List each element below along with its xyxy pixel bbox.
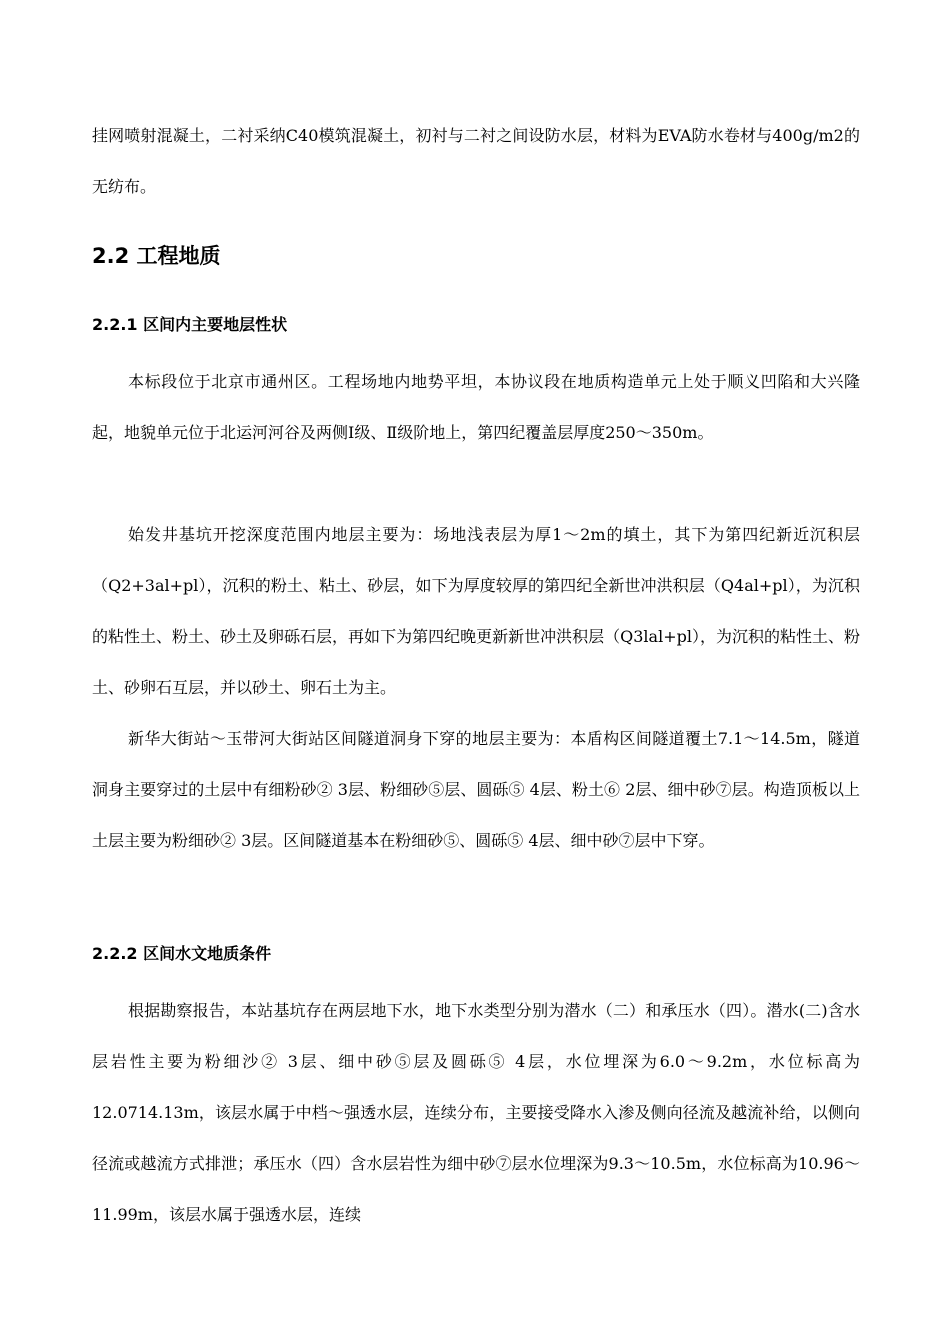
section-heading-2-2: 2.2 工程地质 (92, 244, 221, 268)
continuation-paragraph: 挂网喷射混凝土，二衬采纳C40模筑混凝土，初衬与二衬之间设防水层，材料为EVA防水卷材与400g/m2的无纺布。 (92, 126, 860, 196)
paragraph-tunnel-strata: 新华大街站～玉带河大街站区间隧道洞身下穿的地层主要为：本盾构区间隧道覆土7.1～14.5m，隧道洞身主要穿过的土层中有细粉砂② 3层、粉细砂⑤层、圆砾⑤ 4层、粉土⑥ 2层、细中砂⑦层。构造顶板以上土层主要为粉细砂② 3层。区间隧道基本在粉细砂⑤、圆砾⑤ 4层、细中砂⑦层中下穿。 (92, 729, 860, 850)
paragraph-stratum-location: 本标段位于北京市通州区。工程场地内地势平坦，本协议段在地质构造单元上处于顺义凹陷和大兴隆起，地貌单元位于北运河河谷及两侧Ⅰ级、Ⅱ级阶地上，第四纪覆盖层厚度250～350m。 (92, 372, 860, 442)
paragraph-shaft-strata: 始发井基坑开挖深度范围内地层主要为：场地浅表层为厚1～2m的填土，其下为第四纪新近沉积层（Q2+3al+pl），沉积的粉土、粘土、砂层，如下为厚度较厚的第四纪全新世冲洪积层（Q4al+pl），为沉积的粘性土、粉土、砂土及卵砾石层，再如下为第四纪晚更新新世冲洪积层（Q3lal+pl），为沉积的粘性土、粉土、砂卵石互层，并以砂土、卵石土为主。 (92, 525, 860, 697)
subsection-heading-2-2-2: 2.2.2 区间水文地质条件 (92, 944, 272, 963)
subsection-heading-2-2-1: 2.2.1 区间内主要地层性状 (92, 315, 288, 334)
paragraph-groundwater: 根据勘察报告，本站基坑存在两层地下水，地下水类型分别为潜水（二）和承压水（四）。潜水(二)含水层岩性主要为粉细沙② 3层、细中砂⑤层及圆砾⑤ 4层，水位埋深为6.0～9.2m，水位标高为12.0714.13m，该层水属于中档～强透水层，连续分布，主要接受降水入渗及侧向径流及越流补给，以侧向径流或越流方式排泄；承压水（四）含水层岩性为细中砂⑦层水位埋深为9.3～10.5m，水位标高为10.96～11.99m，该层水属于强透水层，连续 (92, 1001, 860, 1224)
